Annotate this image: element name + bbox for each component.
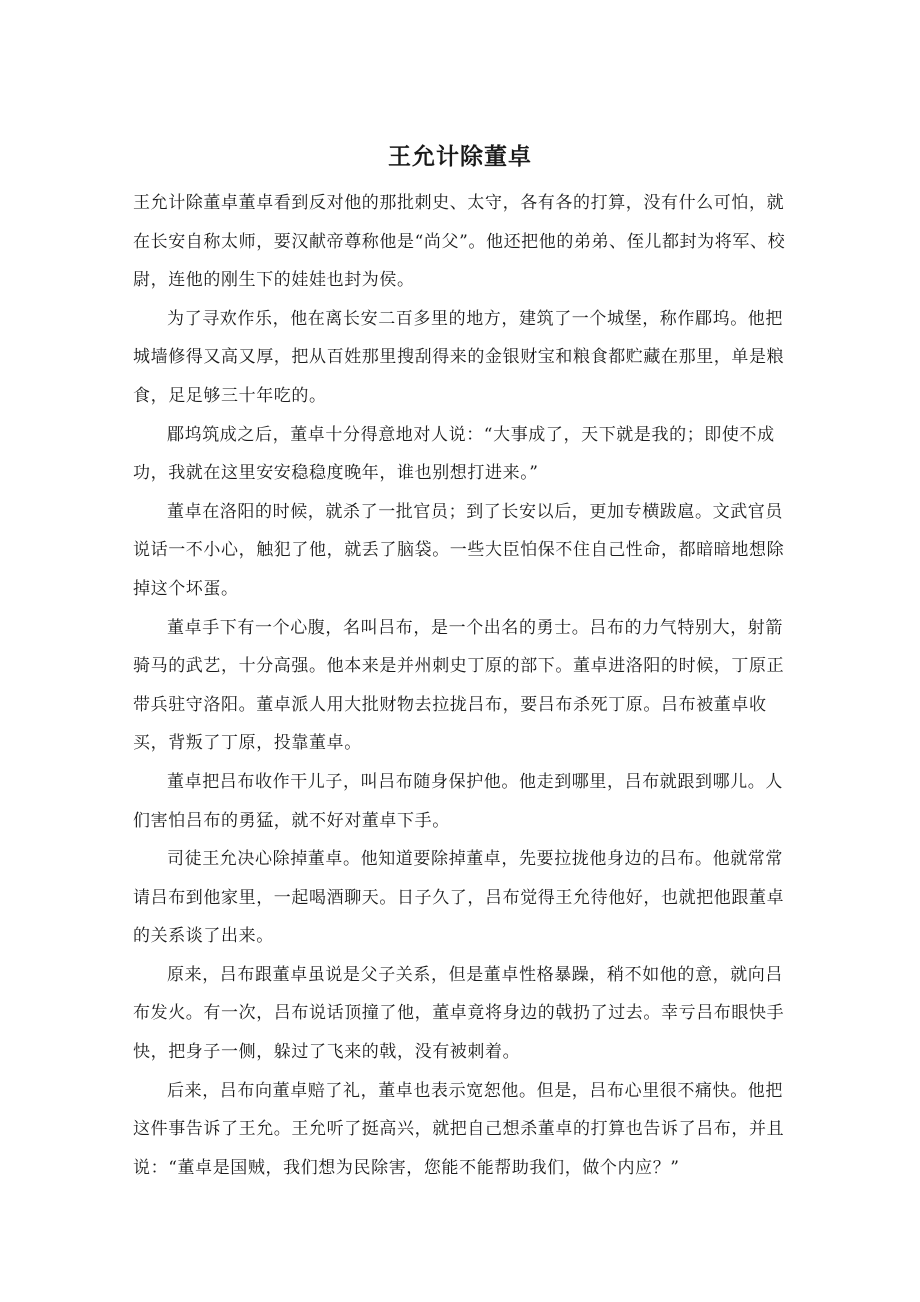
- paragraph: 后来，吕布向董卓赔了礼，董卓也表示宽恕他。但是，吕布心里很不痛快。他把这件事告诉了王允。王允听了挺高兴，就把自己想杀董卓的打算也告诉了吕布，并且说：“董卓是国贼，我们想为民除害，您能不能帮助我们，做个内应？”: [133, 1080, 785, 1178]
- paragraph: 董卓在洛阳的时候，就杀了一批官员；到了长安以后，更加专横跋扈。文武官员说话一不小心，触犯了他，就丢了脑袋。一些大臣怕保不住自己性命，都暗暗地想除掉这个坏蛋。: [133, 501, 785, 599]
- paragraph: 司徒王允决心除掉董卓。他知道要除掉董卓，先要拉拢他身边的吕布。他就常常请吕布到他家里，一起喝酒聊天。日子久了，吕布觉得王允待他好，也就把他跟董卓的关系谈了出来。: [133, 849, 785, 947]
- document-title: 王允计除董卓: [388, 143, 532, 170]
- paragraph: 董卓手下有一个心腹，名叫吕布，是一个出名的勇士。吕布的力气特别大，射箭骑马的武艺，十分高强。他本来是并州刺史丁原的部下。董卓进洛阳的时候，丁原正带兵驻守洛阳。董卓派人用大批财物去拉拢吕布，要吕布杀死丁原。吕布被董卓收买，背叛了丁原，投靠董卓。: [133, 617, 785, 754]
- document-body: [133, 184, 798, 1187]
- paragraph: 郿坞筑成之后，董卓十分得意地对人说：“大事成了，天下就是我的；即使不成功，我就在这里安安稳稳度晚年，谁也别想打进来。”: [133, 424, 775, 484]
- paragraph: 王允计除董卓董卓看到反对他的那批刺史、太守，各有各的打算，没有什么可怕，就在长安自称太师，要汉献帝尊称他是“尚父”。他还把他的弟弟、侄儿都封为将军、校尉，连他的刚生下的娃娃也封为侯。: [133, 193, 786, 291]
- paragraph: 原来，吕布跟董卓虽说是父子关系，但是董卓性格暴躁，稍不如他的意，就向吕布发火。有一次，吕布说话顶撞了他，董卓竟将身边的戟扔了过去。幸亏吕布眼快手快，把身子一侧，躲过了飞来的戟，没有被刺着。: [133, 964, 785, 1063]
- paragraph: 董卓把吕布收作干儿子，叫吕布随身保护他。他走到哪里，吕布就跟到哪儿。人们害怕吕布的勇猛，就不好对董卓下手。: [133, 771, 783, 831]
- paragraph: 为了寻欢作乐，他在离长安二百多里的地方，建筑了一个城堡，称作郿坞。他把城墙修得又高又厚，把从百姓那里搜刮得来的金银财宝和粮食都贮藏在那里，单是粮食，足足够三十年吃的。: [133, 308, 785, 406]
